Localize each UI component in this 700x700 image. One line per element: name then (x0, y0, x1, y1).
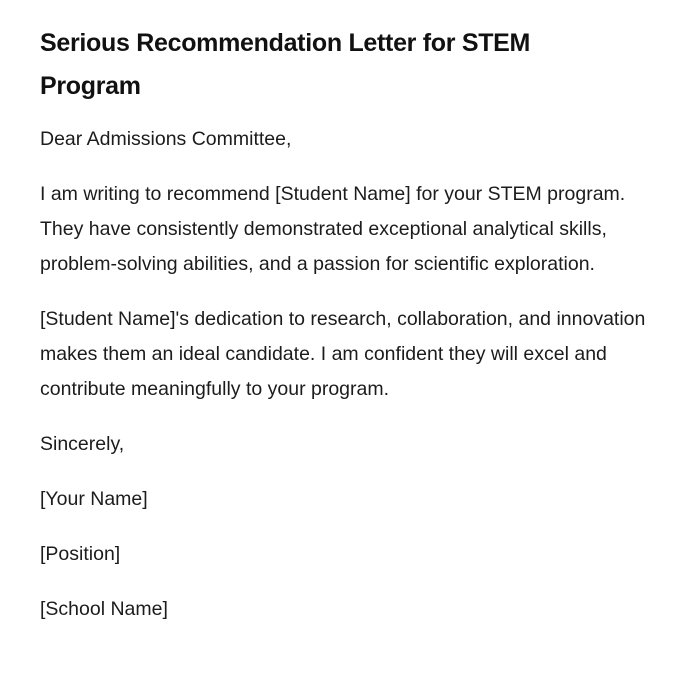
signature-name: [Your Name] (40, 488, 148, 510)
letter-paragraph-2: [Student Name]'s dedication to research, collaboration, and innovation makes them an ideal candidate. I am confident they will excel and contribute meaningfully to your program. (40, 308, 646, 400)
letter-paragraph-1: I am writing to recommend [Student Name] for your STEM program. They have consistently demonstrated exceptional analytical skills, problem-solving abilities, and a passion for scientific exploration. (40, 183, 626, 275)
signature-school: [School Name] (40, 598, 168, 620)
signature-position: [Position] (40, 543, 121, 565)
letter-salutation: Dear Admissions Committee, (40, 128, 292, 150)
letter-closing: Sincerely, (40, 433, 125, 455)
letter-title: Serious Recommendation Letter for STEM Program (40, 29, 531, 100)
